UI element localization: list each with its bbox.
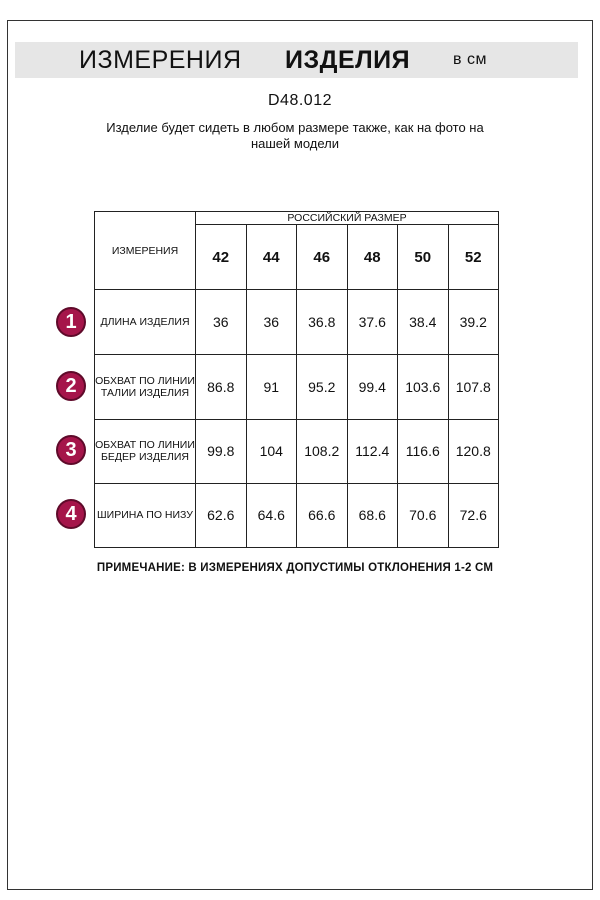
unit-label: в см	[453, 51, 487, 68]
title-banner	[15, 42, 578, 78]
table-cell: 36	[196, 290, 247, 355]
table-row	[95, 290, 499, 355]
badge-2: 2	[56, 371, 86, 401]
table-cell: 103.6	[398, 355, 449, 419]
table-cell: 120.8	[448, 419, 499, 483]
size-table	[94, 211, 499, 548]
table-cell: 107.8	[448, 355, 499, 419]
table-cell: 38.4	[398, 290, 449, 355]
badge-1: 1	[56, 307, 86, 337]
table-cell: 36	[246, 290, 297, 355]
size-header: 44	[246, 225, 297, 290]
fit-note: Изделие будет сидеть в любом размере также, как на фото на нашей модели	[106, 120, 484, 151]
table-cell: 72.6	[448, 483, 499, 547]
table-cell: 104	[246, 419, 297, 483]
table-row	[95, 419, 499, 483]
table-cell: 99.4	[347, 355, 398, 419]
table-cell: 116.6	[398, 419, 449, 483]
table-cell: 112.4	[347, 419, 398, 483]
table-cell: 64.6	[246, 483, 297, 547]
product-code: D48.012	[268, 92, 332, 109]
table-cell: 62.6	[196, 483, 247, 547]
table-cell: 99.8	[196, 419, 247, 483]
size-group-header: РОССИЙСКИЙ РАЗМЕР	[196, 212, 499, 225]
row-label: ОБХВАТ ПО ЛИНИИ БЕДЕР ИЗДЕЛИЯ	[95, 419, 196, 483]
table-cell: 95.2	[297, 355, 348, 419]
size-header: 48	[347, 225, 398, 290]
table-cell: 36.8	[297, 290, 348, 355]
badge-3: 3	[56, 435, 86, 465]
table-cell: 37.6	[347, 290, 398, 355]
size-header: 42	[196, 225, 247, 290]
row-label: ОБХВАТ ПО ЛИНИИ ТАЛИИ ИЗДЕЛИЯ	[95, 355, 196, 419]
row-label: ШИРИНА ПО НИЗУ	[95, 483, 196, 547]
size-header: 50	[398, 225, 449, 290]
title-part2: ИЗДЕЛИЯ	[285, 46, 411, 74]
table-cell: 68.6	[347, 483, 398, 547]
corner-label: ИЗМЕРЕНИЯ	[95, 212, 196, 290]
title-part1: ИЗМЕРЕНИЯ	[79, 46, 242, 74]
table-cell: 70.6	[398, 483, 449, 547]
table-cell: 91	[246, 355, 297, 419]
table-row	[95, 355, 499, 419]
table-cell: 86.8	[196, 355, 247, 419]
size-header: 52	[448, 225, 499, 290]
table-cell: 39.2	[448, 290, 499, 355]
tolerance-note: ПРИМЕЧАНИЕ: В ИЗМЕРЕНИЯХ ДОПУСТИМЫ ОТКЛОНЕНИЯ 1-2 СМ	[96, 562, 494, 574]
table-cell: 66.6	[297, 483, 348, 547]
row-label: ДЛИНА ИЗДЕЛИЯ	[95, 290, 196, 355]
table-row	[95, 483, 499, 547]
size-header: 46	[297, 225, 348, 290]
badge-4: 4	[56, 499, 86, 529]
table-cell: 108.2	[297, 419, 348, 483]
